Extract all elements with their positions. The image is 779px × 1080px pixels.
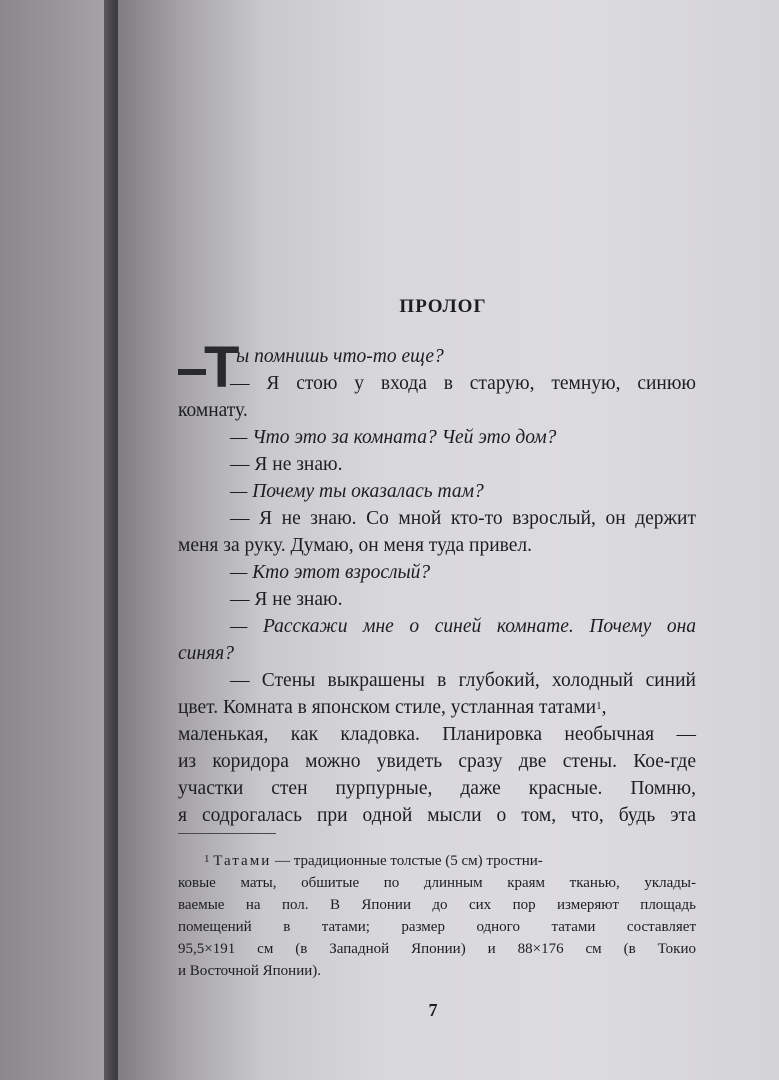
text-line: — Я не знаю. [230,454,343,475]
text-line: — Я стою у входа в старую, темную, синюю [230,373,696,394]
footnote-line: помещений в татами; размер одного татами составляет [178,919,696,935]
page-content [178,0,696,1080]
text-line: комнату. [178,400,248,421]
text-line [178,695,696,721]
text-segment: , [601,697,607,718]
text-line: — Стены выкрашены в глубокий, холодный синий [230,670,696,691]
footnote-line: ковые маты, обшитые по длинным краям тканью, уклады- [178,875,696,891]
text-line: я содрогалась при одной мысли о том, что, будь эта [178,805,696,826]
text-line: меня за руку. Думаю, он меня туда привел. [178,535,533,556]
text-line: — Я не знаю. Со мной кто-то взрослый, он держит [230,508,696,529]
dropcap-dash [178,369,206,375]
footnote-line: ваемые на пол. В Японии до сих пор измеряют площадь [178,897,696,913]
footnote-line [204,851,696,872]
footnote-ref: 1 [596,700,602,712]
footnote-line: и Восточной Японии). [178,963,321,979]
text-line [230,425,696,451]
chapter-title: ПРОЛОГ [399,296,487,317]
text-line: — Почему ты оказалась там? [230,481,484,502]
text-line: синяя? [178,643,234,664]
text-segment: цвет. Комната в японском стиле, устланная татами [178,697,597,718]
footnote-rule [178,833,276,834]
text-line: маленькая, как кладовка. Планировка необычная — [178,724,696,745]
dialogue-text: — Что это за комната? Чей это дом? [230,427,557,448]
text-line: — Я не знаю. [230,589,343,610]
text-line: участки стен пурпурные, даже красные. Помню, [178,778,696,799]
text-line: — Кто этот взрослый? [230,562,431,583]
dropcap-letter: Т [204,335,240,400]
first-line: ы помнишь что-то еще? [236,346,444,367]
footnote-marker: 1 [204,853,210,865]
page-number: 7 [428,1000,438,1020]
text-line: из коридора можно увидеть сразу две стены. Кое-где [178,751,696,772]
text-line: — Расскажи мне о синей комнате. Почему она [230,616,696,637]
footnote-line: 95,5×191 см (в Западной Японии) и 88×176 см (в Токио [178,941,696,957]
footnote-term: Татами [213,853,272,869]
footnote-text: — традиционные толстые (5 см) тростни- [274,853,543,869]
left-page-edge [0,0,112,1080]
